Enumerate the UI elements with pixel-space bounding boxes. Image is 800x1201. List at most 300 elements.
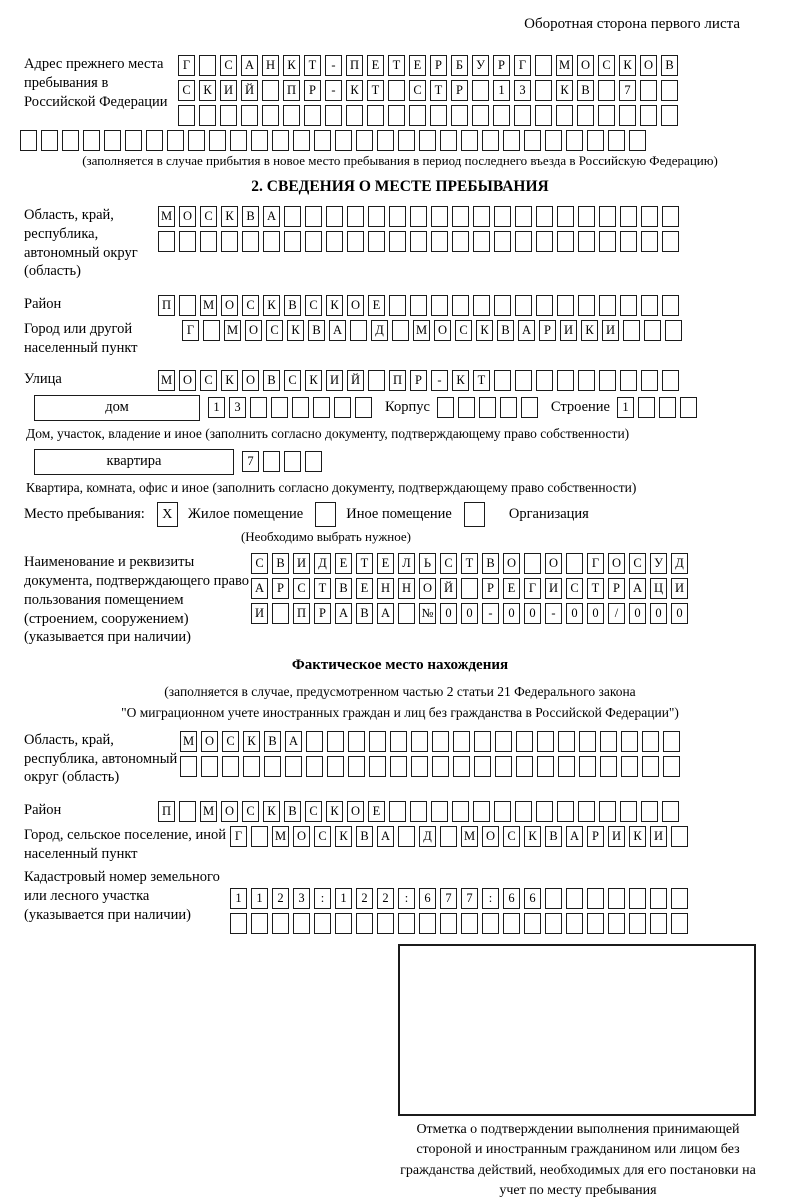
char-cell[interactable] xyxy=(600,756,617,777)
char-cell[interactable] xyxy=(188,130,205,151)
char-cell[interactable] xyxy=(313,397,330,418)
char-cell[interactable]: Р xyxy=(587,826,604,847)
char-cell[interactable]: О xyxy=(577,55,594,76)
char-cell[interactable] xyxy=(347,231,364,252)
char-cell[interactable] xyxy=(545,888,562,909)
char-cell[interactable] xyxy=(346,105,363,126)
char-cell[interactable] xyxy=(494,801,511,822)
char-cell[interactable]: В xyxy=(284,801,301,822)
char-cell[interactable] xyxy=(398,603,415,624)
char-cell[interactable] xyxy=(621,756,638,777)
char-cell[interactable]: С xyxy=(293,578,310,599)
char-cell[interactable] xyxy=(305,206,322,227)
char-cell[interactable] xyxy=(545,130,562,151)
char-cell[interactable] xyxy=(599,801,616,822)
char-cell[interactable] xyxy=(431,295,448,316)
char-cell[interactable] xyxy=(640,80,657,101)
char-cell[interactable] xyxy=(263,451,280,472)
char-cell[interactable]: А xyxy=(629,578,646,599)
char-cell[interactable] xyxy=(556,105,573,126)
char-cell[interactable]: А xyxy=(377,603,394,624)
char-cell[interactable] xyxy=(284,451,301,472)
char-cell[interactable]: 6 xyxy=(503,888,520,909)
char-cell[interactable]: К xyxy=(619,55,636,76)
char-cell[interactable] xyxy=(83,130,100,151)
char-cell[interactable]: / xyxy=(608,603,625,624)
char-cell[interactable]: Й xyxy=(241,80,258,101)
char-cell[interactable]: М xyxy=(272,826,289,847)
char-cell[interactable]: М xyxy=(556,55,573,76)
char-cell[interactable] xyxy=(493,105,510,126)
char-cell[interactable] xyxy=(367,105,384,126)
char-cell[interactable]: - xyxy=(325,80,342,101)
char-cell[interactable] xyxy=(179,801,196,822)
char-cell[interactable]: Г xyxy=(230,826,247,847)
char-cell[interactable]: К xyxy=(287,320,304,341)
char-cell[interactable]: М xyxy=(180,731,197,752)
char-cell[interactable]: С xyxy=(440,553,457,574)
char-cell[interactable]: 7 xyxy=(619,80,636,101)
char-cell[interactable] xyxy=(608,888,625,909)
char-cell[interactable]: О xyxy=(179,206,196,227)
char-cell[interactable]: 0 xyxy=(524,603,541,624)
char-cell[interactable]: О xyxy=(419,578,436,599)
char-cell[interactable] xyxy=(348,731,365,752)
char-cell[interactable]: Е xyxy=(377,553,394,574)
char-cell[interactable] xyxy=(284,206,301,227)
char-cell[interactable] xyxy=(598,80,615,101)
char-cell[interactable] xyxy=(640,105,657,126)
char-cell[interactable] xyxy=(305,451,322,472)
char-cell[interactable]: С xyxy=(266,320,283,341)
char-cell[interactable] xyxy=(398,826,415,847)
char-cell[interactable]: 6 xyxy=(419,888,436,909)
char-cell[interactable] xyxy=(292,397,309,418)
char-cell[interactable] xyxy=(355,397,372,418)
char-cell[interactable]: 1 xyxy=(617,397,634,418)
char-cell[interactable]: И xyxy=(251,603,268,624)
char-cell[interactable]: И xyxy=(650,826,667,847)
char-cell[interactable] xyxy=(599,370,616,391)
char-cell[interactable]: У xyxy=(650,553,667,574)
char-cell[interactable] xyxy=(474,731,491,752)
char-cell[interactable] xyxy=(599,295,616,316)
char-cell[interactable]: Г xyxy=(524,578,541,599)
char-cell[interactable] xyxy=(326,206,343,227)
char-cell[interactable] xyxy=(578,206,595,227)
char-cell[interactable] xyxy=(398,130,415,151)
char-cell[interactable] xyxy=(587,913,604,934)
char-cell[interactable] xyxy=(221,231,238,252)
char-cell[interactable] xyxy=(537,756,554,777)
char-cell[interactable] xyxy=(503,130,520,151)
char-cell[interactable]: О xyxy=(221,295,238,316)
char-cell[interactable] xyxy=(516,756,533,777)
char-cell[interactable] xyxy=(452,206,469,227)
char-cell[interactable] xyxy=(41,130,58,151)
char-cell[interactable]: : xyxy=(482,888,499,909)
char-cell[interactable]: П xyxy=(346,55,363,76)
char-cell[interactable]: А xyxy=(263,206,280,227)
char-cell[interactable] xyxy=(620,206,637,227)
char-cell[interactable]: О xyxy=(482,826,499,847)
char-cell[interactable] xyxy=(587,888,604,909)
char-cell[interactable] xyxy=(482,130,499,151)
char-cell[interactable]: 2 xyxy=(377,888,394,909)
char-cell[interactable] xyxy=(398,913,415,934)
checkbox-organization[interactable] xyxy=(464,502,485,527)
char-cell[interactable]: Е xyxy=(356,578,373,599)
char-cell[interactable]: 1 xyxy=(335,888,352,909)
char-cell[interactable]: О xyxy=(434,320,451,341)
char-cell[interactable] xyxy=(348,756,365,777)
char-cell[interactable] xyxy=(451,105,468,126)
char-cell[interactable]: Р xyxy=(493,55,510,76)
char-cell[interactable] xyxy=(659,397,676,418)
char-cell[interactable] xyxy=(410,295,427,316)
char-cell[interactable]: Р xyxy=(410,370,427,391)
char-cell[interactable]: К xyxy=(524,826,541,847)
char-cell[interactable]: К xyxy=(556,80,573,101)
char-cell[interactable] xyxy=(536,801,553,822)
char-cell[interactable]: 0 xyxy=(503,603,520,624)
char-cell[interactable] xyxy=(284,231,301,252)
char-cell[interactable]: П xyxy=(389,370,406,391)
char-cell[interactable] xyxy=(178,105,195,126)
char-cell[interactable] xyxy=(285,756,302,777)
char-cell[interactable] xyxy=(203,320,220,341)
char-cell[interactable] xyxy=(368,231,385,252)
char-cell[interactable] xyxy=(334,397,351,418)
char-cell[interactable] xyxy=(222,756,239,777)
char-cell[interactable]: 0 xyxy=(671,603,688,624)
char-cell[interactable]: Т xyxy=(473,370,490,391)
char-cell[interactable] xyxy=(557,231,574,252)
char-cell[interactable]: С xyxy=(200,206,217,227)
char-cell[interactable] xyxy=(629,888,646,909)
char-cell[interactable] xyxy=(557,295,574,316)
char-cell[interactable] xyxy=(327,756,344,777)
char-cell[interactable] xyxy=(220,105,237,126)
char-cell[interactable] xyxy=(536,206,553,227)
char-cell[interactable] xyxy=(209,130,226,151)
char-cell[interactable]: П xyxy=(158,801,175,822)
char-cell[interactable] xyxy=(179,231,196,252)
char-cell[interactable] xyxy=(472,105,489,126)
char-cell[interactable]: К xyxy=(581,320,598,341)
char-cell[interactable]: А xyxy=(566,826,583,847)
char-cell[interactable] xyxy=(473,295,490,316)
char-cell[interactable] xyxy=(271,397,288,418)
char-cell[interactable]: Г xyxy=(178,55,195,76)
char-cell[interactable] xyxy=(272,130,289,151)
char-cell[interactable] xyxy=(20,130,37,151)
char-cell[interactable]: В xyxy=(308,320,325,341)
char-cell[interactable] xyxy=(377,130,394,151)
char-cell[interactable]: С xyxy=(629,553,646,574)
char-cell[interactable] xyxy=(431,801,448,822)
char-cell[interactable]: С xyxy=(305,295,322,316)
char-cell[interactable]: - xyxy=(482,603,499,624)
char-cell[interactable]: Е xyxy=(367,55,384,76)
char-cell[interactable] xyxy=(410,231,427,252)
char-cell[interactable] xyxy=(432,731,449,752)
char-cell[interactable]: В xyxy=(482,553,499,574)
char-cell[interactable] xyxy=(199,105,216,126)
char-cell[interactable] xyxy=(671,888,688,909)
char-cell[interactable]: 1 xyxy=(230,888,247,909)
char-cell[interactable] xyxy=(440,130,457,151)
char-cell[interactable] xyxy=(545,913,562,934)
char-cell[interactable]: К xyxy=(283,55,300,76)
char-cell[interactable]: 7 xyxy=(242,451,259,472)
char-cell[interactable]: В xyxy=(335,578,352,599)
char-cell[interactable] xyxy=(409,105,426,126)
char-cell[interactable] xyxy=(524,130,541,151)
char-cell[interactable]: В xyxy=(497,320,514,341)
char-cell[interactable]: Е xyxy=(368,295,385,316)
char-cell[interactable] xyxy=(537,731,554,752)
char-cell[interactable] xyxy=(461,578,478,599)
char-cell[interactable] xyxy=(620,231,637,252)
char-cell[interactable] xyxy=(473,231,490,252)
char-cell[interactable]: 2 xyxy=(356,888,373,909)
char-cell[interactable]: И xyxy=(671,578,688,599)
char-cell[interactable] xyxy=(389,801,406,822)
char-cell[interactable]: В xyxy=(272,553,289,574)
char-cell[interactable]: Р xyxy=(451,80,468,101)
char-cell[interactable] xyxy=(680,397,697,418)
char-cell[interactable]: Е xyxy=(409,55,426,76)
char-cell[interactable]: И xyxy=(545,578,562,599)
char-cell[interactable] xyxy=(641,801,658,822)
char-cell[interactable] xyxy=(515,206,532,227)
char-cell[interactable] xyxy=(479,397,496,418)
char-cell[interactable] xyxy=(558,756,575,777)
char-cell[interactable]: : xyxy=(314,888,331,909)
char-cell[interactable] xyxy=(661,105,678,126)
char-cell[interactable] xyxy=(158,231,175,252)
char-cell[interactable]: Ц xyxy=(650,578,667,599)
char-cell[interactable]: 1 xyxy=(208,397,225,418)
char-cell[interactable] xyxy=(411,731,428,752)
char-cell[interactable]: - xyxy=(431,370,448,391)
char-cell[interactable]: С xyxy=(598,55,615,76)
char-cell[interactable]: 0 xyxy=(440,603,457,624)
char-cell[interactable]: 3 xyxy=(293,888,310,909)
char-cell[interactable] xyxy=(621,731,638,752)
char-cell[interactable] xyxy=(242,231,259,252)
char-cell[interactable]: 0 xyxy=(587,603,604,624)
char-cell[interactable]: О xyxy=(242,370,259,391)
char-cell[interactable]: К xyxy=(221,206,238,227)
char-cell[interactable]: 2 xyxy=(272,888,289,909)
char-cell[interactable]: Г xyxy=(182,320,199,341)
char-cell[interactable] xyxy=(638,397,655,418)
char-cell[interactable]: К xyxy=(305,370,322,391)
char-cell[interactable]: С xyxy=(242,801,259,822)
char-cell[interactable]: Т xyxy=(304,55,321,76)
char-cell[interactable] xyxy=(230,130,247,151)
char-cell[interactable]: К xyxy=(263,801,280,822)
char-cell[interactable] xyxy=(599,231,616,252)
char-cell[interactable] xyxy=(293,913,310,934)
char-cell[interactable] xyxy=(369,756,386,777)
char-cell[interactable]: О xyxy=(640,55,657,76)
char-cell[interactable]: Р xyxy=(272,578,289,599)
char-cell[interactable] xyxy=(350,320,367,341)
char-cell[interactable] xyxy=(641,370,658,391)
char-cell[interactable] xyxy=(390,756,407,777)
char-cell[interactable]: К xyxy=(221,370,238,391)
char-cell[interactable] xyxy=(411,756,428,777)
char-cell[interactable] xyxy=(437,397,454,418)
char-cell[interactable] xyxy=(641,295,658,316)
char-cell[interactable] xyxy=(579,731,596,752)
char-cell[interactable] xyxy=(335,130,352,151)
char-cell[interactable] xyxy=(557,370,574,391)
char-cell[interactable] xyxy=(250,397,267,418)
char-cell[interactable] xyxy=(304,105,321,126)
char-cell[interactable] xyxy=(369,731,386,752)
char-cell[interactable]: - xyxy=(545,603,562,624)
char-cell[interactable] xyxy=(388,80,405,101)
char-cell[interactable] xyxy=(494,295,511,316)
char-cell[interactable] xyxy=(419,913,436,934)
char-cell[interactable]: К xyxy=(199,80,216,101)
char-cell[interactable] xyxy=(619,105,636,126)
char-cell[interactable] xyxy=(566,913,583,934)
char-cell[interactable] xyxy=(629,913,646,934)
char-cell[interactable]: И xyxy=(326,370,343,391)
char-cell[interactable]: К xyxy=(243,731,260,752)
char-cell[interactable]: № xyxy=(419,603,436,624)
char-cell[interactable]: Т xyxy=(314,578,331,599)
char-cell[interactable] xyxy=(440,913,457,934)
char-cell[interactable]: 0 xyxy=(566,603,583,624)
char-cell[interactable] xyxy=(516,731,533,752)
char-cell[interactable]: Р xyxy=(314,603,331,624)
char-cell[interactable] xyxy=(566,553,583,574)
char-cell[interactable] xyxy=(410,801,427,822)
char-cell[interactable]: К xyxy=(346,80,363,101)
char-cell[interactable] xyxy=(578,801,595,822)
char-cell[interactable] xyxy=(389,206,406,227)
char-cell[interactable]: И xyxy=(608,826,625,847)
char-cell[interactable] xyxy=(452,231,469,252)
char-cell[interactable] xyxy=(432,756,449,777)
char-cell[interactable]: М xyxy=(461,826,478,847)
char-cell[interactable] xyxy=(431,206,448,227)
char-cell[interactable]: Р xyxy=(304,80,321,101)
char-cell[interactable]: В xyxy=(284,295,301,316)
char-cell[interactable]: В xyxy=(577,80,594,101)
char-cell[interactable]: Е xyxy=(503,578,520,599)
char-cell[interactable] xyxy=(335,913,352,934)
char-cell[interactable] xyxy=(662,801,679,822)
char-cell[interactable]: М xyxy=(200,295,217,316)
char-cell[interactable]: К xyxy=(326,295,343,316)
char-cell[interactable]: С xyxy=(251,553,268,574)
char-cell[interactable] xyxy=(325,105,342,126)
char-cell[interactable]: О xyxy=(503,553,520,574)
char-cell[interactable]: О xyxy=(608,553,625,574)
char-cell[interactable] xyxy=(629,130,646,151)
char-cell[interactable]: 1 xyxy=(251,888,268,909)
char-cell[interactable]: В xyxy=(242,206,259,227)
char-cell[interactable]: А xyxy=(518,320,535,341)
char-cell[interactable]: К xyxy=(326,801,343,822)
char-cell[interactable] xyxy=(644,320,661,341)
char-cell[interactable] xyxy=(557,206,574,227)
char-cell[interactable]: О xyxy=(545,553,562,574)
char-cell[interactable]: И xyxy=(602,320,619,341)
char-cell[interactable]: К xyxy=(335,826,352,847)
char-cell[interactable]: С xyxy=(200,370,217,391)
char-cell[interactable] xyxy=(473,206,490,227)
char-cell[interactable] xyxy=(577,105,594,126)
char-cell[interactable] xyxy=(641,231,658,252)
char-cell[interactable]: Е xyxy=(368,801,385,822)
char-cell[interactable]: Г xyxy=(514,55,531,76)
char-cell[interactable] xyxy=(620,370,637,391)
char-cell[interactable] xyxy=(180,756,197,777)
char-cell[interactable] xyxy=(283,105,300,126)
char-cell[interactable]: Т xyxy=(388,55,405,76)
char-cell[interactable] xyxy=(461,913,478,934)
char-cell[interactable]: В xyxy=(263,370,280,391)
char-cell[interactable] xyxy=(179,295,196,316)
char-cell[interactable]: К xyxy=(263,295,280,316)
char-cell[interactable]: Е xyxy=(335,553,352,574)
char-cell[interactable] xyxy=(482,913,499,934)
char-cell[interactable] xyxy=(495,756,512,777)
char-cell[interactable] xyxy=(251,913,268,934)
checkbox-other-premises[interactable] xyxy=(315,502,336,527)
char-cell[interactable]: 7 xyxy=(461,888,478,909)
char-cell[interactable] xyxy=(392,320,409,341)
char-cell[interactable] xyxy=(472,80,489,101)
char-cell[interactable] xyxy=(495,731,512,752)
char-cell[interactable] xyxy=(264,756,281,777)
char-cell[interactable]: К xyxy=(452,370,469,391)
char-cell[interactable] xyxy=(641,206,658,227)
char-cell[interactable] xyxy=(587,130,604,151)
char-cell[interactable] xyxy=(327,731,344,752)
char-cell[interactable] xyxy=(389,295,406,316)
char-cell[interactable] xyxy=(663,731,680,752)
char-cell[interactable] xyxy=(650,888,667,909)
char-cell[interactable]: 0 xyxy=(629,603,646,624)
char-cell[interactable] xyxy=(368,370,385,391)
char-cell[interactable] xyxy=(390,731,407,752)
char-cell[interactable]: Р xyxy=(430,55,447,76)
char-cell[interactable]: Т xyxy=(430,80,447,101)
char-cell[interactable] xyxy=(452,801,469,822)
char-cell[interactable] xyxy=(356,130,373,151)
char-cell[interactable]: П xyxy=(283,80,300,101)
char-cell[interactable] xyxy=(326,231,343,252)
char-cell[interactable] xyxy=(662,370,679,391)
char-cell[interactable] xyxy=(500,397,517,418)
char-cell[interactable] xyxy=(642,756,659,777)
char-cell[interactable]: М xyxy=(413,320,430,341)
char-cell[interactable] xyxy=(671,913,688,934)
char-cell[interactable]: С xyxy=(178,80,195,101)
char-cell[interactable]: К xyxy=(476,320,493,341)
char-cell[interactable]: М xyxy=(158,206,175,227)
char-cell[interactable] xyxy=(524,913,541,934)
